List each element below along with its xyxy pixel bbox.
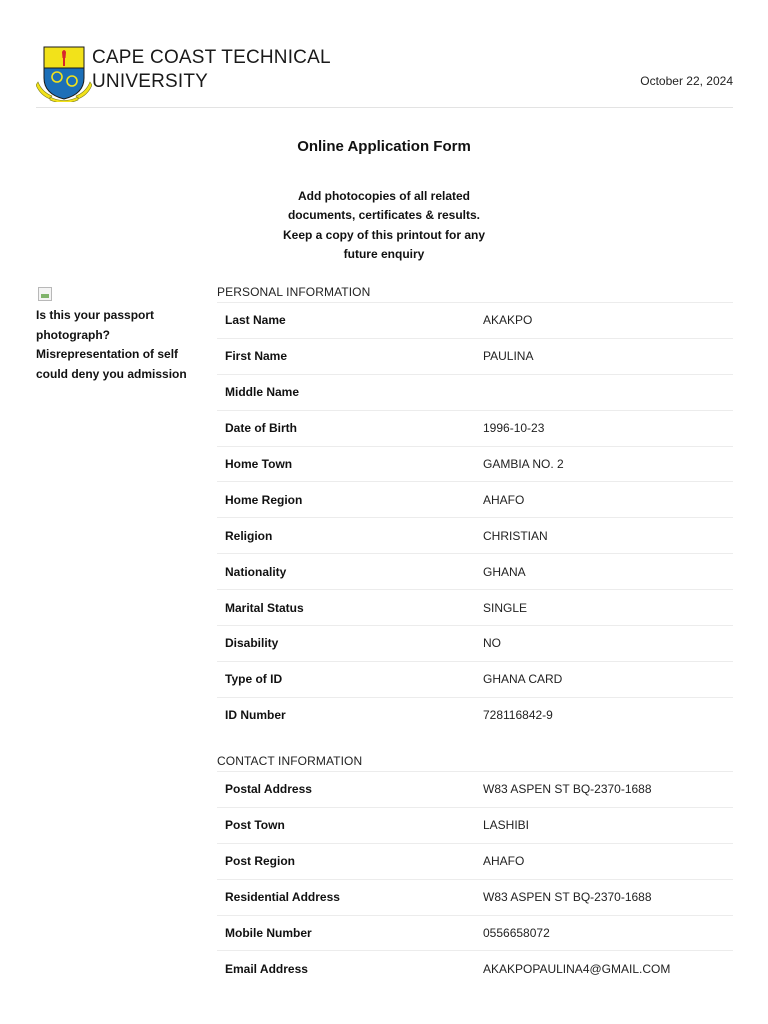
row-label: First Name [225, 349, 288, 364]
table-row [217, 697, 733, 733]
row-label: Email Address [225, 961, 308, 976]
row-label: Post Town [225, 818, 285, 833]
row-value: AKAKPO [483, 313, 533, 328]
row-value: AKAKPOPAULINA4@GMAIL.COM [483, 961, 671, 976]
contact-info-table [217, 771, 733, 986]
row-label: Residential Address [225, 890, 340, 905]
table-row [217, 807, 733, 843]
row-value: W83 ASPEN ST BQ-2370-1688 [483, 890, 652, 905]
personal-info-title: PERSONAL INFORMATION [217, 285, 371, 299]
passport-photo-note [36, 306, 196, 384]
page-header [36, 40, 733, 108]
row-label: Home Region [225, 492, 303, 507]
row-value: NO [483, 636, 501, 651]
row-label: Nationality [225, 564, 287, 579]
table-row [217, 374, 733, 410]
row-value: 0556658072 [483, 926, 550, 940]
table-row [217, 410, 733, 446]
form-notice [270, 187, 498, 264]
table-row [217, 843, 733, 879]
university-name [92, 46, 331, 94]
row-label: Post Region [225, 854, 296, 869]
row-value: AHAFO [483, 854, 525, 869]
row-value: W83 ASPEN ST BQ-2370-1688 [483, 782, 652, 797]
table-row [217, 302, 733, 338]
form-title: Online Application Form [297, 138, 471, 155]
broken-image-icon [38, 287, 52, 301]
row-value: AHAFO [483, 492, 525, 507]
table-row [217, 950, 733, 986]
table-row [217, 915, 733, 951]
row-value: LASHIBI [483, 818, 530, 833]
photo-note-line: Misrepresentation of self [36, 347, 179, 361]
row-label: Date of Birth [225, 421, 297, 436]
table-row [217, 589, 733, 625]
table-row [217, 481, 733, 517]
row-value: PAULINA [483, 349, 534, 364]
table-row [217, 625, 733, 661]
row-value: SINGLE [483, 600, 528, 615]
photo-note-line: Is this your passport [36, 308, 155, 322]
personal-info-table [217, 302, 733, 733]
print-date: October 22, 2024 [640, 74, 733, 88]
photo-note-line: could deny you admission [36, 366, 187, 381]
row-value: GHANA CARD [483, 672, 563, 687]
row-label: Postal Address [225, 782, 312, 797]
row-label: Mobile Number [225, 926, 312, 940]
university-crest-icon [36, 44, 92, 102]
row-value: 728116842-9 [483, 708, 553, 723]
row-label: Religion [225, 528, 273, 543]
table-row [217, 553, 733, 589]
row-value: CHRISTIAN [483, 528, 548, 543]
table-row [217, 879, 733, 915]
table-row [217, 446, 733, 482]
notice-line: Add photocopies of all related [297, 189, 470, 203]
row-label: Middle Name [225, 385, 300, 400]
notice-line: Keep a copy of this printout for any [282, 227, 485, 242]
row-value: GHANA [483, 564, 526, 579]
row-label: Disability [225, 636, 279, 651]
photo-note-line: photograph? [36, 327, 110, 342]
row-label: ID Number [225, 708, 286, 723]
row-value: GAMBIA NO. 2 [483, 457, 564, 471]
table-row [217, 771, 733, 807]
university-name-line2: UNIVERSITY [92, 71, 209, 92]
table-row [217, 338, 733, 374]
row-label: Marital Status [225, 600, 304, 615]
notice-line: documents, certificates & results. [287, 208, 481, 223]
notice-line: future enquiry [343, 246, 425, 261]
university-name-line1: CAPE COAST TECHNICAL [92, 47, 331, 68]
row-value: 1996-10-23 [483, 421, 545, 436]
row-label: Type of ID [225, 672, 283, 687]
table-row [217, 517, 733, 553]
row-label: Home Town [225, 457, 293, 471]
table-row [217, 661, 733, 697]
row-label: Last Name [225, 313, 286, 328]
contact-info-title: CONTACT INFORMATION [217, 754, 363, 768]
